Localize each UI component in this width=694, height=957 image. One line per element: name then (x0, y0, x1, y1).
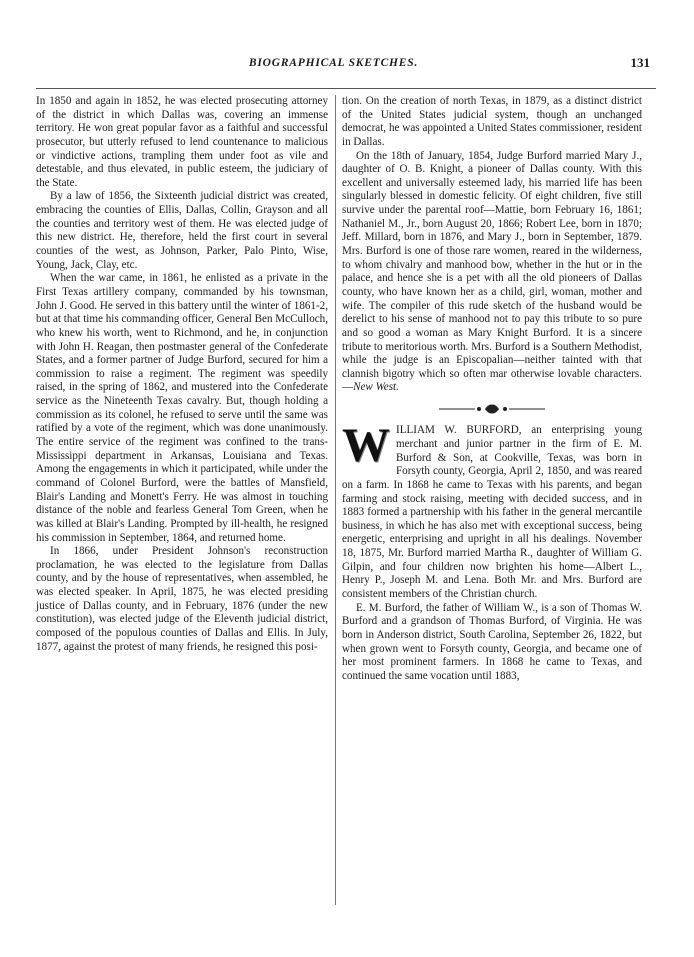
paragraph-continuation: tion. On the creation of north Texas, in 1879, as a distinct district of the United States judicial system, though an unchanged democrat, he was appointed a United States commissioner, resident in Dallas. (342, 95, 642, 148)
drop-cap-letter: W (342, 419, 390, 473)
running-title: BIOGRAPHICAL SKETCHES. (248, 57, 419, 69)
right-column (342, 95, 642, 684)
paragraph-prosecutor: In 1850 and again in 1852, he was elected prosecuting attorney of the district in which Dallas was, covering an immense territory. He won great popular favor as a faithful and successful prosecutor, but utterly refused to lend countenance to malicious or vindictive actions, trampling them under foot as vile and detestable, and thus elevated, in public esteem, the judiciary of the State. (36, 95, 328, 189)
ornament-icon (437, 402, 547, 416)
source-citation: New West. (353, 381, 399, 394)
paragraph-legislature: In 1866, under President Johnson's reconstruction proclamation, he was elected to the legislature from Dallas county, and by the house of representatives, when assembled, he was elected speaker. In April, 1875, he was elected presiding justice of Dallas county, and in February, 1876 (under the new constitution), was elected judge of the Eleventh judicial district, composed of the populous counties of Dallas and Ellis. In July, 1877, against the protest of many friends, he resigned this posi- (36, 545, 328, 653)
section-ornament (342, 401, 642, 416)
marriage-text: On the 18th of January, 1854, Judge Burford married Mary J., daughter of O. B. Knight, a pioneer of Dallas county. With this excellent and universally esteemed lady, his married life has been singularly blessed in domestic felicity. Of eight children, five still survive under the parental roof—Mattie, born February 16, 1861; Nathaniel M., Jr., born August 20, 1866; Robert Lee, born in 1870; Jeff. Millard, born in 1876, and Mary J., born in September, 1879. Mrs. Burford is one of those rare women, reared in the wilderness, to whom chivalry and manhood bow, whether in the hut or in the palace, and hence she is a pet with all the old pioneers of Dallas county, who have known her as a child, girl, woman, mother and wife. The compiler of this rude sketch of the husband would be derelict to his sense of manhood not to pay this tribute to so pure and so good a woman as Mary Knight Burford. It is a sincere tribute to meritorious worth. Mrs. Burford is a Southern Methodist, while the judge is an Episcopalian—neither tainted with that clannish bigotry which so often mar otherwise lovable characters.— (342, 149, 642, 394)
header-rule (36, 88, 656, 89)
paragraph-marriage (342, 150, 642, 396)
paragraph-william-burford (342, 419, 642, 601)
sketch-opening-text: ILLIAM W. BURFORD, an enterprising young merchant and junior partner in the firm of E. M. Burford & Son, at Cookville, Texas, was born in Forsyth county, Georgia, April 2, 1850, and was reared on a farm. In 1868 he came to Texas with his parents, and began farming and stock raising, meeting with decided success, and in 1883 formed a partnership with his father in the general mercantile business, in which he has also met with exceptional success, being energetic, enterprising and upright in all his dealings. November 18, 1875, Mr. Burford married Martha R., daughter of William G. Gilpin, and four children now brighten his home—Albert L., Henry P., Joseph M. and Lena. Both Mr. and Mrs. Burford are consistent members of the Christian church. (342, 424, 642, 601)
left-column (36, 95, 328, 654)
column-divider (335, 95, 336, 905)
page-number: 131 (630, 55, 650, 70)
paragraph-judicial-district: By a law of 1856, the Sixteenth judicial district was created, embracing the counties of Ellis, Dallas, Collin, Grayson and all the counties and territory west of them. He was elected judge of this new district. He, therefore, held the first court in several counties of the west, as Johnson, Parker, Palo Pinto, Wise, Young, Jack, Clay, etc. (36, 190, 328, 271)
paragraph-father: E. M. Burford, the father of William W., is a son of Thomas W. Burford and a grandson of Thomas Burford, of Virginia. He was born in Anderson district, South Carolina, September 26, 1822, but when grown went to Forsyth county, Georgia, and became one of her most prominent farmers. In 1868 he came to Texas, and continued the same vocation until 1883, (342, 601, 642, 682)
paragraph-war-service: When the war came, in 1861, he enlisted as a private in the First Texas artillery company, commanded by his townsman, John J. Good. He served in this battery until the winter of 1861-2, but at that time his commanding officer, General Ben McCulloch, who knew his worth, went to Richmond, and he, in conjunction with John H. Reagan, then postmaster general of the Confederate States, and a former partner of Judge Burford, secured for him a commission to raise a regiment. The regiment was speedily raised, in the spring of 1862, and mustered into the Confederate service as the Nineteenth Texas cavalry. But, though holding a commission as its colonel, he refused to serve until the same was ratified by a vote of the regiment, which was done unanimously. The entire service of the regiment was confined to the trans-Mississippi department in Arkansas, Louisiana and Texas. Among the engagements in which it participated, while under the command of Colonel Burford, were the battles of Mansfield, Blair's Landing and Monett's Ferry. He was almost in touching distance of the noble and fearless General Tom Green, when he was killed at Blair's Landing. Prompted by ill-health, he resigned his commission in September, 1864, and returned home. (36, 272, 328, 544)
